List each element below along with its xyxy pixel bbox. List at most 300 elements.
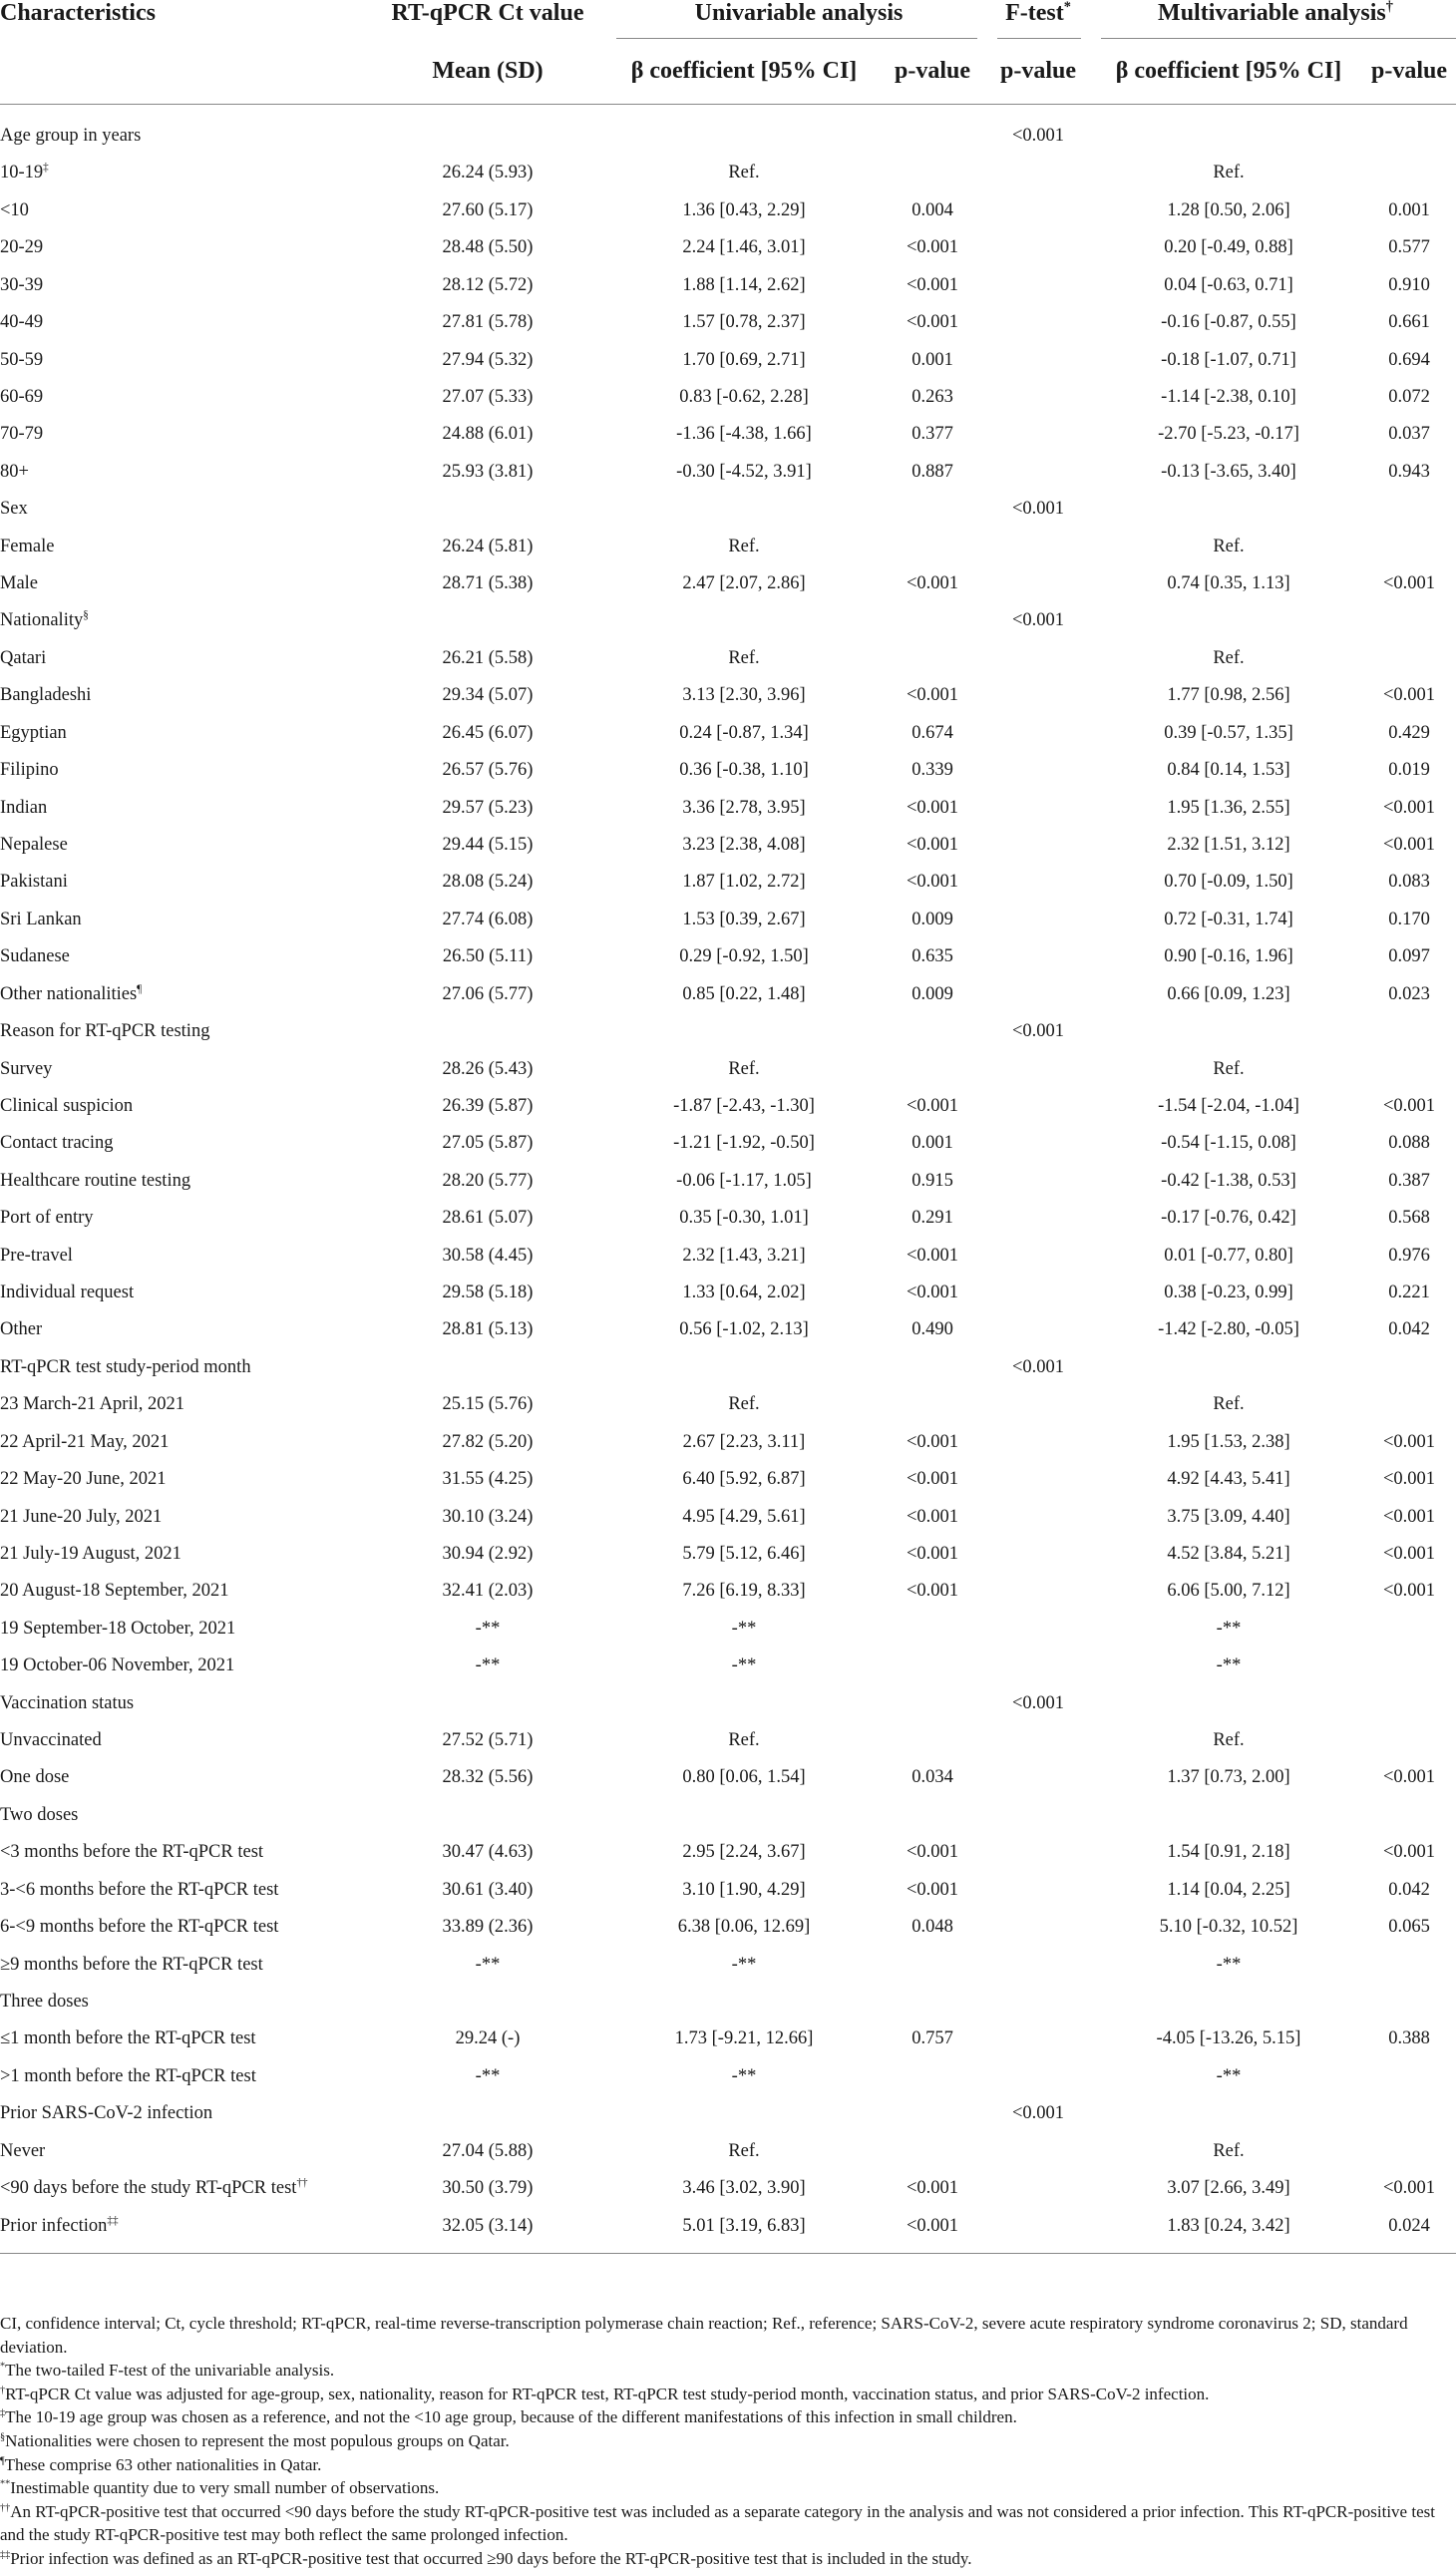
cell-uni-beta: 0.24 [-0.87, 1.34] (679, 722, 809, 743)
cell-multi-beta: -4.05 [-13.26, 5.15] (1156, 2028, 1301, 2049)
cell-label: 80+ (0, 461, 29, 482)
cell-ct: 28.08 (5.24) (442, 872, 534, 893)
cell-multi-beta: 1.77 [0.98, 2.56] (1167, 685, 1290, 706)
table-row (0, 1536, 1456, 1573)
cell-ct: 28.26 (5.43) (442, 1058, 534, 1079)
cell-uni-p: <0.001 (906, 573, 959, 594)
header-pvalue: p-value (894, 58, 970, 84)
cell-uni-p: <0.001 (906, 797, 959, 818)
cell-multi-beta: Ref. (1213, 536, 1245, 556)
table-row (0, 491, 1456, 528)
cell-ct: 28.48 (5.50) (442, 237, 534, 258)
footnote (0, 2453, 1456, 2477)
table-row (0, 267, 1456, 304)
header-bottom-rule (0, 104, 1456, 105)
cell-uni-beta: 3.13 [2.30, 3.96] (682, 685, 806, 706)
cell-ct: 32.41 (2.03) (442, 1581, 534, 1602)
cell-uni-p: 0.339 (911, 760, 953, 781)
cell-multi-p: 0.037 (1388, 424, 1430, 445)
header-row-1 (0, 0, 1456, 36)
cell-label: Sex (0, 499, 28, 520)
cell-multi-beta: -** (1216, 2065, 1242, 2086)
cell-uni-beta: -1.21 [-1.92, -0.50] (673, 1133, 815, 1154)
table-row (0, 1984, 1456, 2020)
univariable-underline (616, 38, 977, 39)
cell-multi-p: 0.661 (1388, 312, 1430, 333)
cell-multi-p: <0.001 (1382, 834, 1436, 855)
table-row (0, 1611, 1456, 1648)
cell-uni-beta: Ref. (728, 163, 760, 184)
table-row (0, 976, 1456, 1013)
header-ftest-pvalue: p-value (999, 58, 1076, 84)
cell-label: Male (0, 573, 39, 594)
cell-multi-p: 0.083 (1388, 872, 1430, 893)
cell-ct: 31.55 (4.25) (442, 1469, 534, 1490)
table-bottom-rule (0, 2253, 1456, 2254)
table-row (0, 304, 1456, 341)
cell-multi-beta: Ref. (1213, 1058, 1245, 1079)
cell-f: <0.001 (1011, 610, 1065, 631)
cell-multi-beta: 0.04 [-0.63, 0.71] (1164, 274, 1293, 295)
table-row (0, 2208, 1456, 2245)
cell-ct: -** (475, 2065, 501, 2086)
cell-uni-beta: 1.36 [0.43, 2.29] (682, 199, 806, 220)
table-row (0, 715, 1456, 752)
cell-ct: 27.60 (5.17) (442, 199, 534, 220)
table-row (0, 752, 1456, 789)
cell-uni-p: 0.291 (911, 1208, 953, 1229)
cell-multi-beta: 1.54 [0.91, 2.18] (1167, 1842, 1290, 1863)
cell-f: <0.001 (1011, 1356, 1065, 1377)
footnote-mark: †† (0, 2502, 11, 2514)
cell-uni-p: 0.009 (911, 983, 953, 1004)
cell-uni-p: <0.001 (906, 1506, 959, 1527)
cell-ct: 25.93 (3.81) (442, 461, 534, 482)
cell-uni-beta: 0.80 [0.06, 1.54] (682, 1767, 806, 1788)
footnote-mark: ‡‡ (0, 2549, 11, 2561)
cell-uni-p: <0.001 (906, 1879, 959, 1900)
cell-multi-p: <0.001 (1382, 797, 1436, 818)
cell-multi-beta: 0.90 [-0.16, 1.96] (1164, 946, 1293, 967)
cell-label: Three doses (0, 1992, 89, 2012)
cell-multi-p: 0.024 (1388, 2215, 1430, 2236)
cell-ct: -** (475, 1655, 501, 1676)
table-row (0, 1424, 1456, 1461)
header-beta-ci-multi: β coefficient [95% CI] (1115, 58, 1342, 84)
cell-uni-p: <0.001 (906, 1431, 959, 1452)
cell-ct: 27.94 (5.32) (442, 349, 534, 370)
cell-multi-beta: -0.18 [-1.07, 0.71] (1161, 349, 1296, 370)
cell-ct: 29.24 (-) (455, 2028, 521, 2049)
cell-multi-beta: 0.74 [0.35, 1.13] (1167, 573, 1290, 594)
table-row (0, 1275, 1456, 1311)
header-mean-sd: Mean (SD) (432, 58, 544, 84)
cell-uni-p: <0.001 (906, 2215, 959, 2236)
cell-uni-beta: 5.01 [3.19, 6.83] (682, 2215, 806, 2236)
cell-uni-beta: 5.79 [5.12, 6.46] (682, 1543, 806, 1564)
cell-ct: 27.81 (5.78) (442, 312, 534, 333)
cell-uni-beta: Ref. (728, 1394, 760, 1415)
cell-multi-p: 0.019 (1388, 760, 1430, 781)
footnote (0, 2312, 1456, 2359)
footnote-text: An RT-qPCR-positive test that occurred <90 days before the study RT-qPCR-positive test was included as a separate category in the analysis and was not considered a prior infection. This RT-qPCR-positive test and the study RT-qPCR-positive test may both reflect the same prolonged infection. (0, 2501, 1435, 2545)
cell-ct: 29.44 (5.15) (442, 834, 534, 855)
cell-multi-beta: -1.14 [-2.38, 0.10] (1161, 386, 1296, 407)
cell-multi-beta: 3.07 [2.66, 3.49] (1167, 2178, 1290, 2199)
header-univariable: Univariable analysis (694, 0, 904, 26)
cell-uni-p: <0.001 (906, 1842, 959, 1863)
table-row (0, 640, 1456, 677)
table-row (0, 1386, 1456, 1423)
cell-uni-beta: -0.06 [-1.17, 1.05] (676, 1170, 812, 1191)
cell-multi-beta: 1.37 [0.73, 2.00] (1167, 1767, 1290, 1788)
cell-multi-beta: 3.75 [3.09, 4.40] (1167, 1506, 1290, 1527)
header-multivariable-mark: † (1385, 0, 1393, 15)
cell-uni-p: <0.001 (906, 1581, 959, 1602)
cell-label: ≤1 month before the RT-qPCR test (0, 2028, 256, 2049)
table-row (0, 1163, 1456, 1200)
cell-label: Sudanese (0, 946, 70, 967)
table-row (0, 1872, 1456, 1909)
cell-ct: 26.50 (5.11) (442, 946, 534, 967)
footnote-text: The 10-19 age group was chosen as a reference, and not the <10 age group, because of the different manifestations of this infection in small children. (5, 2407, 1017, 2427)
table-row (0, 1648, 1456, 1684)
cell-label: ≥9 months before the RT-qPCR test (0, 1954, 263, 1975)
cell-f: <0.001 (1011, 1692, 1065, 1713)
table-row (0, 2133, 1456, 2170)
cell-ct: 28.71 (5.38) (442, 573, 534, 594)
cell-label: 3-<6 months before the RT-qPCR test (0, 1879, 279, 1900)
cell-uni-p: 0.757 (911, 2028, 953, 2049)
table-row (0, 529, 1456, 565)
table-row (0, 416, 1456, 453)
cell-uni-p: <0.001 (906, 1543, 959, 1564)
cell-uni-beta: 1.88 [1.14, 2.62] (682, 274, 806, 295)
cell-uni-p: 0.034 (911, 1767, 953, 1788)
cell-ct: 26.24 (5.93) (442, 163, 534, 184)
cell-multi-beta: 1.95 [1.53, 2.38] (1167, 1431, 1290, 1452)
cell-uni-beta: 3.36 [2.78, 3.95] (682, 797, 806, 818)
cell-uni-beta: 1.33 [0.64, 2.02] (682, 1283, 806, 1303)
cell-uni-beta: Ref. (728, 536, 760, 556)
cell-ct: 29.57 (5.23) (442, 797, 534, 818)
cell-label: 20 August-18 September, 2021 (0, 1581, 229, 1602)
cell-label: 40-49 (0, 312, 44, 333)
table-row (0, 155, 1456, 191)
cell-uni-p: <0.001 (906, 274, 959, 295)
cell-uni-beta: Ref. (728, 1730, 760, 1751)
cell-label: Prior infection‡‡ (0, 2214, 119, 2236)
cell-label: Nepalese (0, 834, 68, 855)
multivariable-underline (1101, 38, 1456, 39)
footnote-text: RT-qPCR Ct value was adjusted for age-group, sex, nationality, reason for RT-qPCR test, RT-qPCR test study-period month, vaccination status, and prior SARS-CoV-2 infection. (5, 2384, 1210, 2403)
cell-ct: 32.05 (3.14) (442, 2215, 534, 2236)
cell-uni-p: <0.001 (906, 834, 959, 855)
cell-multi-beta: -0.17 [-0.76, 0.42] (1161, 1208, 1296, 1229)
cell-ct: 27.06 (5.77) (442, 983, 534, 1004)
cell-label: Age group in years (0, 126, 142, 146)
cell-uni-p: 0.377 (911, 424, 953, 445)
table-row (0, 1200, 1456, 1237)
cell-uni-beta: 3.46 [3.02, 3.90] (682, 2178, 806, 2199)
footnote-text: The two-tailed F-test of the univariable analysis. (5, 2361, 335, 2381)
cell-multi-beta: -1.42 [-2.80, -0.05] (1158, 1319, 1299, 1340)
cell-multi-p: <0.001 (1382, 1543, 1436, 1564)
table-row (0, 1499, 1456, 1536)
ftest-underline (997, 38, 1081, 39)
cell-label: Never (0, 2140, 46, 2161)
cell-label: 30-39 (0, 274, 44, 295)
cell-label: Indian (0, 797, 48, 818)
cell-multi-p: 0.097 (1388, 946, 1430, 967)
cell-multi-p: 0.976 (1388, 1245, 1430, 1266)
cell-uni-beta: -1.36 [-4.38, 1.66] (676, 424, 812, 445)
table-row (0, 2020, 1456, 2057)
cell-ct: -** (475, 1954, 501, 1975)
cell-uni-beta: -1.87 [-2.43, -1.30] (673, 1095, 815, 1116)
cell-label: 10-19‡ (0, 162, 49, 184)
cell-multi-p: <0.001 (1382, 1767, 1436, 1788)
cell-multi-p: <0.001 (1382, 1469, 1436, 1490)
cell-multi-p: 0.388 (1388, 2028, 1430, 2049)
table-row (0, 1834, 1456, 1871)
cell-uni-beta: Ref. (728, 1058, 760, 1079)
header-multivariable (1095, 0, 1456, 36)
cell-multi-beta: 6.06 [5.00, 7.12] (1167, 1581, 1290, 1602)
cell-multi-p: <0.001 (1382, 573, 1436, 594)
cell-multi-beta: Ref. (1213, 1394, 1245, 1415)
cell-ct: 26.45 (6.07) (442, 722, 534, 743)
footnote (0, 2429, 1456, 2453)
table-row (0, 1573, 1456, 1610)
cell-f: <0.001 (1011, 2103, 1065, 2124)
cell-ct: -** (475, 1618, 501, 1639)
cell-multi-p: 0.088 (1388, 1133, 1430, 1154)
cell-ct: 25.15 (5.76) (442, 1394, 534, 1415)
cell-ct: 27.52 (5.71) (442, 1730, 534, 1751)
cell-multi-beta: Ref. (1213, 1730, 1245, 1751)
cell-label: 21 June-20 July, 2021 (0, 1506, 163, 1527)
header-ftest-text: F-test (1005, 0, 1064, 26)
cell-label: 60-69 (0, 386, 44, 407)
cell-label: Female (0, 536, 55, 556)
cell-multi-beta: 0.38 [-0.23, 0.99] (1164, 1283, 1293, 1303)
cell-ct: 24.88 (6.01) (442, 424, 534, 445)
footnote-mark: ** (0, 2478, 11, 2490)
table-row (0, 192, 1456, 229)
cell-uni-beta: -** (731, 1954, 757, 1975)
cell-label: <3 months before the RT-qPCR test (0, 1842, 264, 1863)
cell-label: 50-59 (0, 349, 44, 370)
footnote-text: These comprise 63 other nationalities in Qatar. (4, 2454, 322, 2474)
cell-multi-p: <0.001 (1382, 1431, 1436, 1452)
cell-multi-beta: -2.70 [-5.23, -0.17] (1158, 424, 1299, 445)
cell-uni-beta: 6.40 [5.92, 6.87] (682, 1469, 806, 1490)
cell-uni-p: 0.001 (911, 1133, 953, 1154)
cell-label: 70-79 (0, 424, 44, 445)
cell-uni-p: 0.674 (911, 722, 953, 743)
cell-label: >1 month before the RT-qPCR test (0, 2065, 256, 2086)
cell-uni-p: <0.001 (906, 1469, 959, 1490)
cell-label: Pakistani (0, 872, 68, 893)
footnote-text: Nationalities were chosen to represent the most populous groups on Qatar. (5, 2430, 510, 2450)
header-beta-ci: β coefficient [95% CI] (630, 58, 858, 84)
cell-ct: 27.74 (6.08) (442, 909, 534, 929)
cell-uni-beta: 1.87 [1.02, 2.72] (682, 872, 806, 893)
table-row (0, 229, 1456, 266)
table-row (0, 602, 1456, 639)
cell-ct: 27.04 (5.88) (442, 2140, 534, 2161)
cell-ct: 28.81 (5.13) (442, 1319, 534, 1340)
cell-multi-p: 0.072 (1388, 386, 1430, 407)
table-row (0, 379, 1456, 416)
cell-uni-beta: -** (731, 1655, 757, 1676)
cell-ct: 28.12 (5.72) (442, 274, 534, 295)
cell-multi-beta: 1.95 [1.36, 2.55] (1167, 797, 1290, 818)
cell-label: Individual request (0, 1283, 135, 1303)
cell-multi-beta: -0.13 [-3.65, 3.40] (1161, 461, 1296, 482)
table-row (0, 902, 1456, 938)
cell-multi-beta: 0.66 [0.09, 1.23] (1167, 983, 1290, 1004)
footnote-mark: ‡ (43, 162, 49, 175)
cell-label: Survey (0, 1058, 53, 1079)
table-row (0, 827, 1456, 864)
cell-uni-beta: -** (731, 2065, 757, 2086)
header-ftest-mark: * (1063, 0, 1071, 15)
cell-multi-beta: -1.54 [-2.04, -1.04] (1158, 1095, 1299, 1116)
cell-multi-beta: Ref. (1213, 647, 1245, 668)
footnote (0, 2405, 1456, 2429)
cell-uni-p: 0.887 (911, 461, 953, 482)
table-row (0, 1311, 1456, 1348)
cell-multi-beta: 5.10 [-0.32, 10.52] (1159, 1917, 1298, 1938)
cell-label: 22 April-21 May, 2021 (0, 1431, 170, 1452)
header-characteristics: Characteristics (0, 0, 156, 26)
cell-label: Clinical suspicion (0, 1095, 134, 1116)
cell-uni-beta: 4.95 [4.29, 5.61] (682, 1506, 806, 1527)
table-row (0, 1349, 1456, 1386)
cell-uni-beta: Ref. (728, 647, 760, 668)
cell-ct: 28.61 (5.07) (442, 1208, 534, 1229)
cell-multi-beta: -0.16 [-0.87, 0.55] (1161, 312, 1296, 333)
cell-uni-beta: 2.95 [2.24, 3.67] (682, 1842, 806, 1863)
cell-uni-p: <0.001 (906, 237, 959, 258)
table-row (0, 1013, 1456, 1050)
cell-multi-beta: -** (1216, 1655, 1242, 1676)
footnote-mark: ¶ (137, 982, 143, 995)
table-row (0, 342, 1456, 379)
header-row-2 (0, 48, 1456, 94)
cell-multi-beta: -** (1216, 1954, 1242, 1975)
cell-label: <90 days before the study RT-qPCR test†† (0, 2176, 308, 2199)
cell-multi-p: 0.429 (1388, 722, 1430, 743)
cell-uni-beta: 0.56 [-1.02, 2.13] (679, 1319, 809, 1340)
table-row (0, 2058, 1456, 2095)
cell-ct: 30.94 (2.92) (442, 1543, 534, 1564)
cell-multi-p: 0.023 (1388, 983, 1430, 1004)
cell-multi-beta: 0.01 [-0.77, 0.80] (1164, 1245, 1293, 1266)
table-row (0, 2170, 1456, 2207)
cell-multi-beta: 0.84 [0.14, 1.53] (1167, 760, 1290, 781)
cell-ct: 27.07 (5.33) (442, 386, 534, 407)
cell-multi-p: <0.001 (1382, 1842, 1436, 1863)
cell-label: Prior SARS-CoV-2 infection (0, 2103, 213, 2124)
cell-label: Other nationalities¶ (0, 982, 143, 1004)
cell-label: Other (0, 1319, 43, 1340)
footnote-mark: ‡ (0, 2407, 6, 2419)
cell-uni-p: 0.001 (911, 349, 953, 370)
table-row (0, 1051, 1456, 1088)
cell-multi-beta: -** (1216, 1618, 1242, 1639)
footnote-mark: * (0, 2361, 6, 2373)
cell-label: Reason for RT-qPCR testing (0, 1021, 210, 1042)
cell-ct: 30.47 (4.63) (442, 1842, 534, 1863)
cell-f: <0.001 (1011, 1021, 1065, 1042)
table-row (0, 565, 1456, 602)
table-row (0, 864, 1456, 901)
cell-uni-beta: 2.24 [1.46, 3.01] (682, 237, 806, 258)
cell-label: Bangladeshi (0, 685, 92, 706)
cell-multi-p: 0.042 (1388, 1319, 1430, 1340)
table-row (0, 118, 1456, 155)
cell-ct: 26.57 (5.76) (442, 760, 534, 781)
footnote-text: Prior infection was defined as an RT-qPCR-positive test that occurred ≥90 days before the RT-qPCR-positive test that is included in the study. (10, 2548, 972, 2568)
cell-uni-p: 0.490 (911, 1319, 953, 1340)
cell-ct: 29.58 (5.18) (442, 1283, 534, 1303)
cell-uni-p: 0.263 (911, 386, 953, 407)
table-row (0, 1088, 1456, 1125)
footnote-text: CI, confidence interval; Ct, cycle threshold; RT-qPCR, real-time reverse-transcription polymerase chain reaction; Ref., reference; SARS-CoV-2, severe acute respiratory syndrome coronavirus 2; SD, standard deviation. (0, 2314, 1408, 2357)
cell-multi-beta: 4.92 [4.43, 5.41] (1167, 1469, 1290, 1490)
cell-f: <0.001 (1011, 126, 1065, 146)
cell-ct: 30.58 (4.45) (442, 1245, 534, 1266)
cell-label: Egyptian (0, 722, 67, 743)
table-row (0, 1461, 1456, 1498)
cell-uni-beta: 1.57 [0.78, 2.37] (682, 312, 806, 333)
cell-multi-beta: 1.14 [0.04, 2.25] (1167, 1879, 1290, 1900)
cell-multi-p: <0.001 (1382, 1095, 1436, 1116)
cell-multi-p: 0.910 (1388, 274, 1430, 295)
cell-uni-p: 0.635 (911, 946, 953, 967)
footnote (0, 2500, 1456, 2547)
header-multivariable-text: Multivariable analysis (1158, 0, 1386, 26)
cell-label: Unvaccinated (0, 1730, 102, 1751)
table-row (0, 454, 1456, 491)
cell-label: Qatari (0, 647, 47, 668)
cell-f: <0.001 (1011, 499, 1065, 520)
cell-multi-beta: 0.72 [-0.31, 1.74] (1164, 909, 1293, 929)
footnote-mark: †† (296, 2176, 308, 2189)
cell-label: RT-qPCR test study-period month (0, 1356, 251, 1377)
cell-multi-beta: 4.52 [3.84, 5.21] (1167, 1543, 1290, 1564)
cell-uni-beta: 3.10 [1.90, 4.29] (682, 1879, 806, 1900)
cell-label: Contact tracing (0, 1133, 114, 1154)
cell-label: Port of entry (0, 1208, 94, 1229)
cell-uni-beta: 2.32 [1.43, 3.21] (682, 1245, 806, 1266)
cell-uni-beta: 3.23 [2.38, 4.08] (682, 834, 806, 855)
cell-multi-p: 0.042 (1388, 1879, 1430, 1900)
header-ct-value: RT-qPCR Ct value (391, 0, 584, 26)
cell-uni-beta: 2.67 [2.23, 3.11] (682, 1431, 806, 1452)
cell-uni-p: 0.048 (911, 1917, 953, 1938)
cell-multi-p: <0.001 (1382, 1506, 1436, 1527)
cell-label: 20-29 (0, 237, 44, 258)
table-row (0, 677, 1456, 714)
cell-label: 21 July-19 August, 2021 (0, 1543, 182, 1564)
cell-uni-beta: 6.38 [0.06, 12.69] (677, 1917, 811, 1938)
footnote-mark: † (0, 2385, 6, 2396)
cell-multi-p: 0.568 (1388, 1208, 1430, 1229)
